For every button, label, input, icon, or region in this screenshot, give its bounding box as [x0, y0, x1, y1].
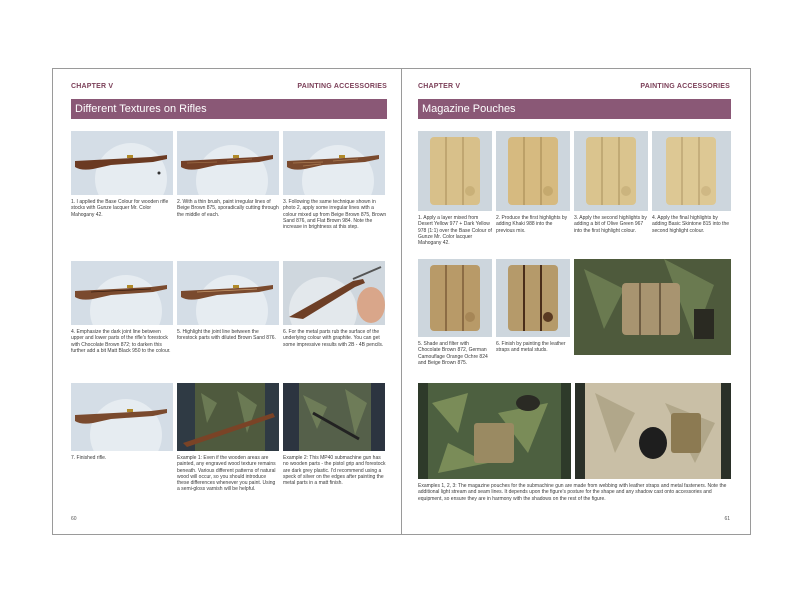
figure-photo-example-2 [283, 383, 385, 451]
caption-example-1: Example 1: Even if the wooden areas are painted, any engraved wood texture remains beneath. Various different patterns of natural wood will occur, so you should introduce these differences whenever you paint. Using a semi-gloss varnish will be helpful. [177, 455, 276, 493]
figure-photo-example-2 [575, 383, 731, 479]
page-number: 60 [71, 516, 77, 522]
rifle-photo-4 [71, 261, 173, 325]
caption-examples: Examples 1, 2, 3: The magazine pouches for the submachine gun are made from webbing with leather straps and metal fasteners. Note the additional light stream and seam lines. It depends upon the figure's posture for the shape and any shadow cast onto accessories and equipment, so ensure they are in harmony with the shadows on the rest of the figure. [418, 483, 727, 502]
left-page [53, 69, 401, 534]
pouch-photo-5 [418, 259, 492, 337]
pouch-photo-6 [496, 259, 570, 337]
rifle-photo-1 [71, 131, 173, 195]
rifle-photo-7 [71, 383, 173, 451]
rifle-photo-5 [177, 261, 279, 325]
caption-1: 1. Apply a layer mixed from Desert Yellow 977 + Dark Yellow 978 (1:1) over the Base Colour of Gunze Mr. Color lacquer Mahogany 42. [418, 215, 492, 247]
caption-example-2: Example 2: This MP40 submachine gun has no wooden parts - the pistol grip and forestock are dark grey plastic. I'd recommend using a speck of silver on the edges after painting the metal parts in a matt finish. [283, 455, 386, 487]
section-label: PAINTING ACCESSORIES [297, 83, 387, 90]
pouch-photo-2 [496, 131, 570, 211]
page-number: 61 [724, 516, 730, 522]
right-page [401, 69, 750, 534]
chapter-label: CHAPTER V [418, 83, 461, 90]
caption-4: 4. Emphasize the dark joint line between upper and lower parts of the rifle's forestock with Chocolate Brown 872; to darken this further add a bit Matt Black 950 to the colour. [71, 329, 171, 354]
figure-photo-example-1 [177, 383, 279, 451]
chapter-label: CHAPTER V [71, 83, 114, 90]
caption-4: 4. Apply the final highlights by adding Basic Skintone 815 into the second highlight colour. [652, 215, 729, 234]
caption-3: 3. Apply the second highlights by adding a bit of Olive Green 967 into the first highlight colour. [574, 215, 647, 234]
section-label: PAINTING ACCESSORIES [640, 83, 730, 90]
rifle-photo-3 [283, 131, 385, 195]
figure-photo-pouches [574, 259, 731, 355]
rifle-photo-6 [283, 261, 385, 325]
caption-6: 6. For the metal parts rub the surface of the underlying colour with graphite. You can get some impressive results with 2B - 4B pencils. [283, 329, 384, 348]
caption-5: 5. Highlight the joint line between the forestock parts with diluted Brown Sand 876. [177, 329, 276, 342]
page-title: Magazine Pouches [418, 99, 731, 119]
pouch-photo-4 [652, 131, 731, 211]
caption-2: 2. With a thin brush, paint irregular lines of Beige Brown 875, sporadically cutting through the middle of each. [177, 199, 279, 218]
rifle-photo-2 [177, 131, 279, 195]
pouch-photo-1 [418, 131, 492, 211]
caption-6: 6. Finish by painting the leather straps and metal studs. [496, 341, 566, 354]
caption-7: 7. Finished rifle. [71, 455, 107, 461]
caption-3: 3. Following the same technique shown in photo 2, apply some irregular lines with a colour mixed up from Beige Brown 875, Brown Sand 876, and Flat Brown 984. Note the increase in brightness at this step. [283, 199, 387, 231]
book-spread [52, 68, 751, 535]
caption-1: 1. I applied the Base Colour for wooden rifle stocks with Gunze lacquer Mr. Color Mahogany 42. [71, 199, 169, 218]
figure-photo-example-1 [418, 383, 571, 479]
caption-5: 5. Shade and filter with Chocolate Brown 872, German Camouflage Orange Ochre 824 and Beige Brown 875. [418, 341, 488, 366]
page-title: Different Textures on Rifles [71, 99, 387, 119]
pouch-photo-3 [574, 131, 648, 211]
caption-2: 2. Produce the first highlights by adding Khaki 988 into the previous mix. [496, 215, 568, 234]
